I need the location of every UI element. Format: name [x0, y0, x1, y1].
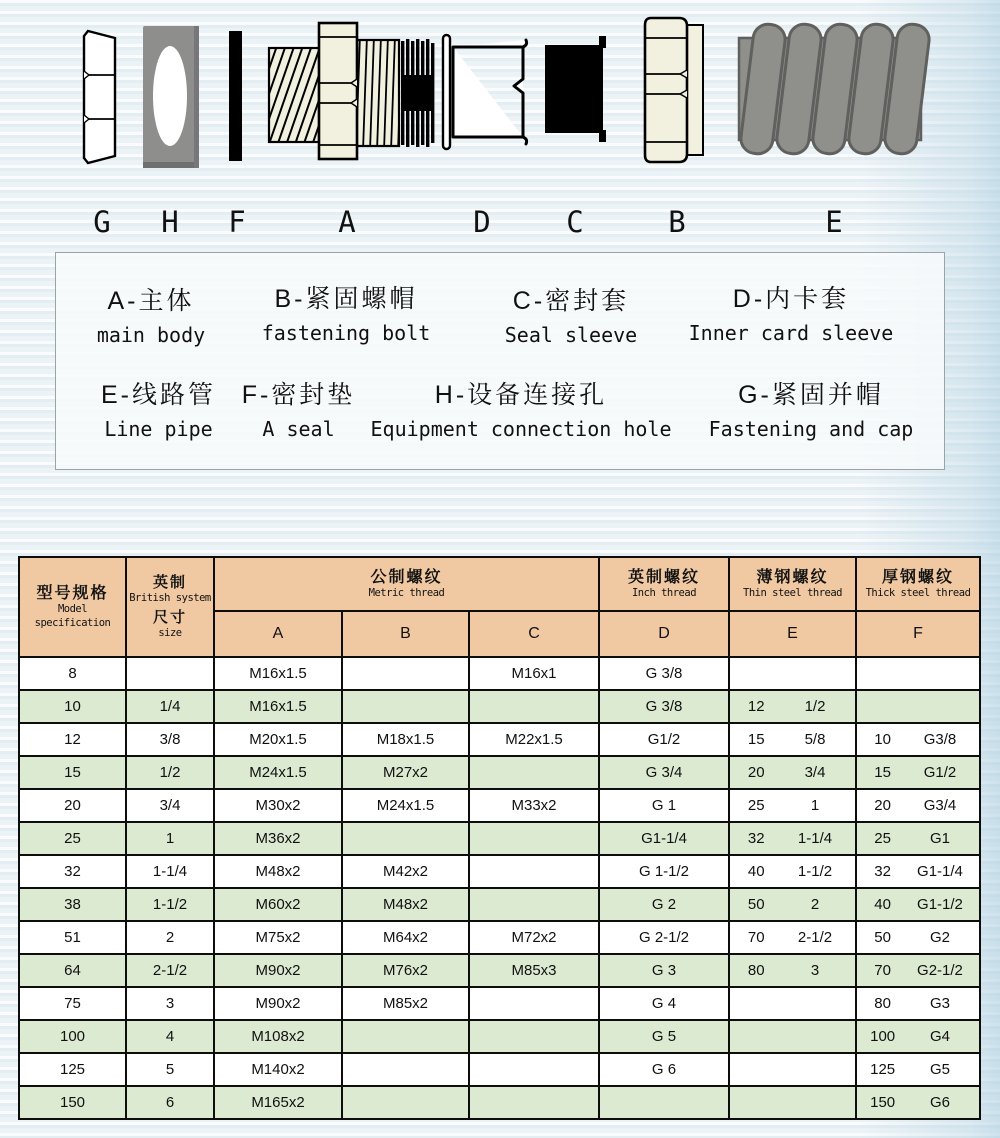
inch-d-cell: G 1 [599, 789, 729, 822]
metric-c-cell [469, 690, 599, 723]
metric-c-cell: M33x2 [469, 789, 599, 822]
thick-f-cell [856, 1053, 980, 1086]
header-metric-cn: 公制螺纹 [370, 568, 443, 586]
thin-e-cell [729, 888, 856, 921]
thin-e-cell [729, 822, 856, 855]
header-thick-cn: 厚钢螺纹 [882, 568, 955, 586]
spec-row [19, 1053, 980, 1086]
size-cell: 4 [126, 1020, 214, 1053]
metric-a-cell: M48x2 [214, 855, 342, 888]
legend-cn-c: C-密封套 [512, 287, 630, 315]
legend-cn-d: D-内卡套 [732, 285, 850, 313]
thin-e-size: 80 [747, 962, 765, 979]
part-c-seal-sleeve-drawing [543, 36, 615, 142]
spec-row [19, 987, 980, 1020]
metric-c-cell [469, 756, 599, 789]
metric-a-cell: M36x2 [214, 822, 342, 855]
thin-e-cell [729, 657, 856, 690]
inch-d-cell: G 3/8 [599, 690, 729, 723]
part-g-fastening-cap-drawing [80, 27, 124, 167]
header-col-c: C [469, 611, 599, 657]
header-inch-thread [599, 557, 729, 611]
legend-item-a [71, 281, 231, 347]
spec-row [19, 888, 980, 921]
legend-item-b [241, 279, 451, 345]
part-a-main-body-drawing [266, 15, 436, 167]
header-col-f: F [856, 611, 980, 657]
legend-cn-g: G-紧固并帽 [738, 381, 884, 409]
part-b-fastening-bolt-drawing [641, 16, 711, 164]
legend-item-e [76, 375, 241, 441]
part-label-h: H [161, 205, 179, 239]
metric-c-cell: M16x1 [469, 657, 599, 690]
spec-row [19, 789, 980, 822]
spec-row [19, 657, 980, 690]
metric-b-cell [342, 822, 469, 855]
legend-cn-h: H-设备连接孔 [434, 381, 608, 409]
metric-c-cell [469, 987, 599, 1020]
header-inch-cn: 英制螺纹 [628, 568, 701, 586]
thin-e-thread: 2 [810, 896, 820, 913]
thin-e-cell [729, 987, 856, 1020]
model-cell: 100 [19, 1020, 126, 1053]
thick-f-cell [856, 756, 980, 789]
inch-d-cell: G 4 [599, 987, 729, 1020]
thick-f-thread: G6 [929, 1094, 950, 1111]
thick-f-thread: G1-1/2 [917, 896, 963, 913]
legend-en-f: A seal [262, 417, 335, 441]
metric-c-cell: M72x2 [469, 921, 599, 954]
part-f-seal-washer-drawing [227, 30, 245, 162]
size-cell: 1-1/4 [126, 855, 214, 888]
model-cell: 20 [19, 789, 126, 822]
thick-f-thread: G4 [929, 1028, 950, 1045]
header-size [126, 557, 214, 657]
thin-e-cell [729, 954, 856, 987]
thick-f-cell [856, 1020, 980, 1053]
model-cell: 12 [19, 723, 126, 756]
metric-b-cell: M48x2 [342, 888, 469, 921]
part-label-a: A [338, 205, 356, 239]
spec-row [19, 690, 980, 723]
metric-a-cell: M108x2 [214, 1020, 342, 1053]
metric-b-cell: M18x1.5 [342, 723, 469, 756]
legend-box [55, 252, 945, 470]
thin-e-cell [729, 1020, 856, 1053]
metric-b-cell: M27x2 [342, 756, 469, 789]
thick-f-thread: G3/4 [923, 797, 957, 814]
spec-row [19, 954, 980, 987]
header-metric-thread [214, 557, 599, 611]
model-cell: 125 [19, 1053, 126, 1086]
thick-f-thread: G3/8 [923, 731, 957, 748]
part-e-line-pipe-drawing [733, 18, 933, 162]
inch-d-cell: G 2 [599, 888, 729, 921]
header-size-cn2: 尺寸 [152, 608, 187, 626]
metric-c-cell [469, 855, 599, 888]
inch-d-cell: G 2-1/2 [599, 921, 729, 954]
metric-a-cell: M90x2 [214, 987, 342, 1020]
metric-a-cell: M16x1.5 [214, 657, 342, 690]
thick-f-cell [856, 954, 980, 987]
thick-f-cell [856, 1086, 980, 1119]
thin-e-cell [729, 723, 856, 756]
thin-e-size: 20 [747, 764, 765, 781]
part-label-c: C [566, 205, 584, 239]
thin-e-cell [729, 855, 856, 888]
model-cell: 32 [19, 855, 126, 888]
thin-e-thread: 3 [810, 962, 820, 979]
size-cell: 2-1/2 [126, 954, 214, 987]
thin-e-size: 50 [747, 896, 765, 913]
thick-f-size: 50 [874, 929, 891, 946]
thick-f-thread: G2 [929, 929, 950, 946]
header-size-cn1: 英制 [152, 574, 187, 592]
inch-d-cell: G 6 [599, 1053, 729, 1086]
metric-c-cell [469, 822, 599, 855]
thin-e-cell [729, 1053, 856, 1086]
thick-f-thread: G3 [929, 995, 950, 1012]
thin-e-cell [729, 690, 856, 723]
metric-b-cell: M42x2 [342, 855, 469, 888]
metric-c-cell [469, 1020, 599, 1053]
thin-e-cell [729, 1086, 856, 1119]
header-thin-cn: 薄钢螺纹 [756, 568, 829, 586]
size-cell: 1-1/2 [126, 888, 214, 921]
metric-b-cell: M85x2 [342, 987, 469, 1020]
thin-e-size: 12 [747, 698, 765, 715]
metric-a-cell: M90x2 [214, 954, 342, 987]
metric-a-cell: M75x2 [214, 921, 342, 954]
metric-b-cell [342, 1020, 469, 1053]
size-cell [126, 657, 214, 690]
parts-diagram [0, 0, 1000, 250]
thick-f-size: 70 [874, 962, 891, 979]
thin-e-size: 40 [747, 863, 765, 880]
inch-d-cell: G 1-1/2 [599, 855, 729, 888]
legend-item-h [356, 375, 686, 441]
metric-b-cell [342, 1053, 469, 1086]
thick-f-cell [856, 723, 980, 756]
spec-row [19, 822, 980, 855]
header-size-en1: British system [129, 592, 211, 605]
spec-row [19, 723, 980, 756]
thin-e-thread: 1-1/4 [797, 830, 833, 847]
thick-f-cell [856, 657, 980, 690]
spec-row [19, 921, 980, 954]
thick-f-cell [856, 855, 980, 888]
legend-cn-b: B-紧固螺帽 [274, 285, 418, 313]
thin-e-thread: 3/4 [804, 764, 826, 781]
model-cell: 64 [19, 954, 126, 987]
thick-f-cell [856, 822, 980, 855]
metric-a-cell: M140x2 [214, 1053, 342, 1086]
legend-en-d: Inner card sleeve [688, 321, 894, 345]
thick-f-size: 15 [874, 764, 891, 781]
thick-f-cell [856, 987, 980, 1020]
model-cell: 8 [19, 657, 126, 690]
size-cell: 5 [126, 1053, 214, 1086]
thin-e-size: 15 [747, 731, 765, 748]
spec-row [19, 1086, 980, 1119]
thick-f-size: 32 [874, 863, 891, 880]
thick-f-thread: G2-1/2 [917, 962, 963, 979]
thick-f-size: 10 [874, 731, 891, 748]
metric-a-cell: M20x1.5 [214, 723, 342, 756]
size-cell: 3 [126, 987, 214, 1020]
thin-e-thread: 2-1/2 [797, 929, 833, 946]
model-cell: 75 [19, 987, 126, 1020]
header-metric-en: Metric thread [368, 587, 445, 600]
inch-d-cell: G 3/4 [599, 756, 729, 789]
header-size-en2: size [158, 626, 182, 639]
thin-e-thread: 1/2 [804, 698, 826, 715]
header-col-e: E [729, 611, 856, 657]
legend-item-d [661, 279, 921, 345]
spec-table-body [19, 657, 980, 1119]
spec-table [18, 556, 981, 1120]
metric-a-cell: M24x1.5 [214, 756, 342, 789]
header-thin-en: Thin steel thread [743, 587, 842, 600]
legend-en-a: main body [96, 323, 206, 347]
legend-en-b: fastening bolt [261, 321, 431, 345]
thick-f-cell [856, 888, 980, 921]
thin-e-thread: 5/8 [804, 731, 826, 748]
model-cell: 51 [19, 921, 126, 954]
header-model-en: Model specification [34, 603, 111, 629]
metric-a-cell: M30x2 [214, 789, 342, 822]
spec-row [19, 1020, 980, 1053]
thick-f-size: 100 [870, 1028, 896, 1045]
model-cell: 10 [19, 690, 126, 723]
spec-table-header [19, 557, 980, 657]
metric-a-cell: M16x1.5 [214, 690, 342, 723]
legend-item-f [226, 375, 371, 441]
header-inch-en: Inch thread [631, 587, 697, 600]
thick-f-thread: G5 [929, 1061, 950, 1078]
thin-e-size: 25 [747, 797, 765, 814]
size-cell: 6 [126, 1086, 214, 1119]
thick-f-size: 125 [870, 1061, 896, 1078]
thick-f-cell [856, 690, 980, 723]
header-thick-en: Thick steel thread [865, 587, 971, 600]
legend-cn-e: E-线路管 [100, 381, 216, 409]
thin-e-thread: 1 [810, 797, 820, 814]
metric-b-cell: M64x2 [342, 921, 469, 954]
header-thick-steel-thread [856, 557, 980, 611]
size-cell: 3/4 [126, 789, 214, 822]
metric-a-cell: M60x2 [214, 888, 342, 921]
spec-row [19, 756, 980, 789]
thick-f-size: 25 [874, 830, 891, 847]
spec-row [19, 855, 980, 888]
inch-d-cell: G1/2 [599, 723, 729, 756]
thick-f-thread: G1 [929, 830, 950, 847]
thick-f-size: 80 [874, 995, 891, 1012]
metric-c-cell: M22x1.5 [469, 723, 599, 756]
legend-cn-a: A-主体 [107, 287, 195, 315]
metric-c-cell [469, 1086, 599, 1119]
size-cell: 1/2 [126, 756, 214, 789]
part-h-connection-hole-drawing [142, 24, 202, 174]
model-cell: 25 [19, 822, 126, 855]
inch-d-cell [599, 1086, 729, 1119]
thick-f-thread: G1/2 [923, 764, 957, 781]
legend-cn-f: F-密封垫 [241, 381, 356, 409]
legend-en-c: Seal sleeve [504, 323, 638, 347]
metric-b-cell: M76x2 [342, 954, 469, 987]
model-cell: 150 [19, 1086, 126, 1119]
inch-d-cell: G 3 [599, 954, 729, 987]
metric-c-cell [469, 1053, 599, 1086]
header-model [19, 557, 126, 657]
metric-c-cell [469, 888, 599, 921]
part-label-e: E [825, 205, 843, 239]
size-cell: 3/8 [126, 723, 214, 756]
part-label-b: B [668, 205, 686, 239]
header-col-b: B [342, 611, 469, 657]
legend-en-e: Line pipe [104, 417, 213, 441]
thick-f-size: 20 [874, 797, 891, 814]
metric-c-cell: M85x3 [469, 954, 599, 987]
inch-d-cell: G 5 [599, 1020, 729, 1053]
thick-f-thread: G1-1/4 [917, 863, 963, 880]
metric-b-cell [342, 657, 469, 690]
thin-e-cell [729, 789, 856, 822]
metric-b-cell [342, 690, 469, 723]
legend-en-h: Equipment connection hole [370, 417, 672, 441]
header-model-cn: 型号规格 [36, 585, 109, 603]
header-col-a: A [214, 611, 342, 657]
thin-e-thread: 1-1/2 [797, 863, 833, 880]
thin-e-size: 32 [747, 830, 765, 847]
part-label-d: D [473, 205, 491, 239]
thick-f-cell [856, 921, 980, 954]
thin-e-size: 70 [747, 929, 765, 946]
inch-d-cell: G1-1/4 [599, 822, 729, 855]
header-thin-steel-thread [729, 557, 856, 611]
thick-f-cell [856, 789, 980, 822]
metric-b-cell [342, 1086, 469, 1119]
size-cell: 1 [126, 822, 214, 855]
size-cell: 2 [126, 921, 214, 954]
part-label-f: F [228, 205, 246, 239]
legend-item-g [691, 375, 931, 441]
thin-e-cell [729, 921, 856, 954]
metric-a-cell: M165x2 [214, 1086, 342, 1119]
thick-f-size: 40 [874, 896, 891, 913]
inch-d-cell: G 3/8 [599, 657, 729, 690]
legend-item-c [481, 281, 661, 347]
model-cell: 38 [19, 888, 126, 921]
metric-b-cell: M24x1.5 [342, 789, 469, 822]
legend-en-g: Fastening and cap [708, 417, 914, 441]
thick-f-size: 150 [870, 1094, 896, 1111]
part-d-inner-card-sleeve-drawing [441, 33, 535, 151]
part-label-g: G [93, 205, 111, 239]
size-cell: 1/4 [126, 690, 214, 723]
header-col-d: D [599, 611, 729, 657]
model-cell: 15 [19, 756, 126, 789]
thin-e-cell [729, 756, 856, 789]
